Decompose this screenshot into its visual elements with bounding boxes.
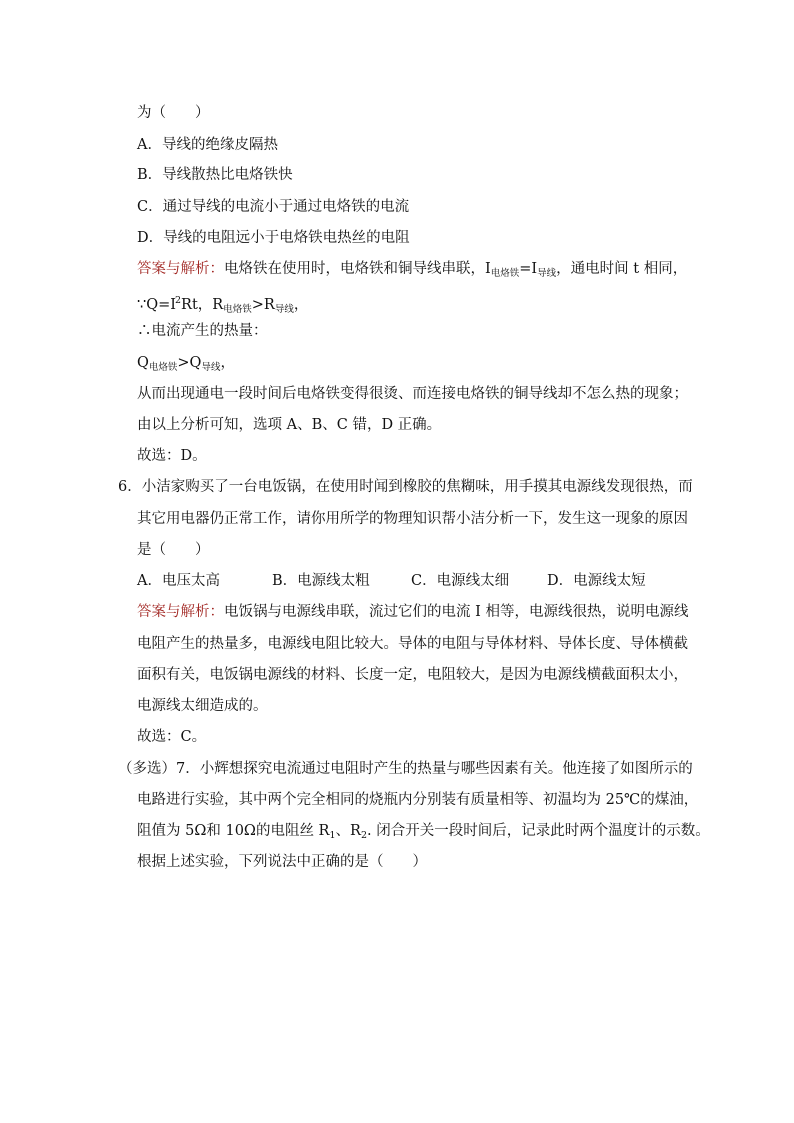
q5-answer-label: 答案与解析：: [137, 261, 224, 277]
q5-option-b: B．导线散热比电烙铁快: [137, 167, 293, 183]
q6-stem-line-2: 其它用电器仍正常工作，请你用所学的物理知识帮小洁分析一下，发生这一现象的原因: [137, 511, 688, 527]
q5-option-d: D．导线的电阻远小于电烙铁电热丝的电阻: [137, 230, 410, 246]
q6-answer-line-4: 电源线太细造成的。: [137, 698, 268, 714]
q6-option-b: B．电源线太粗: [272, 573, 370, 589]
q6-stem-line-3: 是（ ）: [137, 542, 210, 558]
q6-choice: 故选：C。: [137, 729, 207, 745]
q6-option-c: C．电源线太细: [411, 573, 510, 589]
q5-option-c: C．通过导线的电流小于通过电烙铁的电流: [137, 199, 410, 215]
q6-option-d: D．电源线太短: [547, 573, 646, 589]
q5-answer-line-2: $\because Q=I^2Rt$，$R_{电烙铁}>R_{导线}$，: [137, 295, 309, 315]
q6-answer-line-3: 面积有关，电饭锅电源线的材料、长度一定，电阻较大，是因为电源线横截面积太小，: [137, 667, 688, 683]
q6-option-a: A．电压太高: [137, 573, 220, 589]
q7-stem-line-2: 电路进行实验，其中两个完全相同的烧瓶内分别装有质量相等、初温均为 25℃的煤油，: [137, 792, 699, 808]
q6-answer-line-2: 电阻产生的热量多，电源线电阻比较大。导体的电阻与导体材料、导体长度、导体横截: [137, 636, 688, 652]
q6-stem-line-1: 6．小洁家购买了一台电饭锅，在使用时闻到橡胶的焦糊味，用手摸其电源线发现很热，而: [118, 479, 693, 495]
q5-option-a: A．导线的绝缘皮隔热: [137, 137, 278, 153]
q5-answer-line-4: $Q_{电烙铁}>Q_{导线}$，: [137, 355, 235, 373]
q7-stem-line-3: 阻值为 5Ω和 10Ω的电阻丝 $R_1$、$R_2$. 闭合开关一段时间后，记录此时两个温度计的示数。: [137, 823, 710, 841]
q6-answer-line-1: 答案与解析：电饭锅与电源线串联，流过它们的电流 I 相等，电源线很热，说明电源线: [137, 604, 689, 620]
q6-options-row: [0, 571, 794, 591]
q5-answer-line-5: 从而出现通电一段时间后电烙铁变得很烫、而连接电烙铁的铜导线却不怎么热的现象；: [137, 386, 688, 402]
q7-stem-line-1: （多选）7．小辉想探究电流通过电阻时产生的热量与哪些因素有关。他连接了如图所示的: [118, 761, 693, 777]
q5-answer-line-6: 由以上分析可知，选项 A、B、C 错，D 正确。: [137, 417, 442, 433]
q5-answer-line-1: 答案与解析：电烙铁在使用时，电烙铁和铜导线串联，$I_{电烙铁}=I_{导线}$，通电时间 t 相同，: [137, 261, 688, 279]
q7-stem-line-4: 根据上述实验，下列说法中正确的是（ ）: [137, 854, 427, 870]
q5-answer-line-3: ∴电流产生的热量：: [137, 323, 268, 339]
q6-answer-label: 答案与解析：: [137, 604, 224, 620]
q5-choice: 故选：D。: [137, 448, 207, 464]
q5-stem-tail: 为（ ）: [137, 105, 210, 121]
